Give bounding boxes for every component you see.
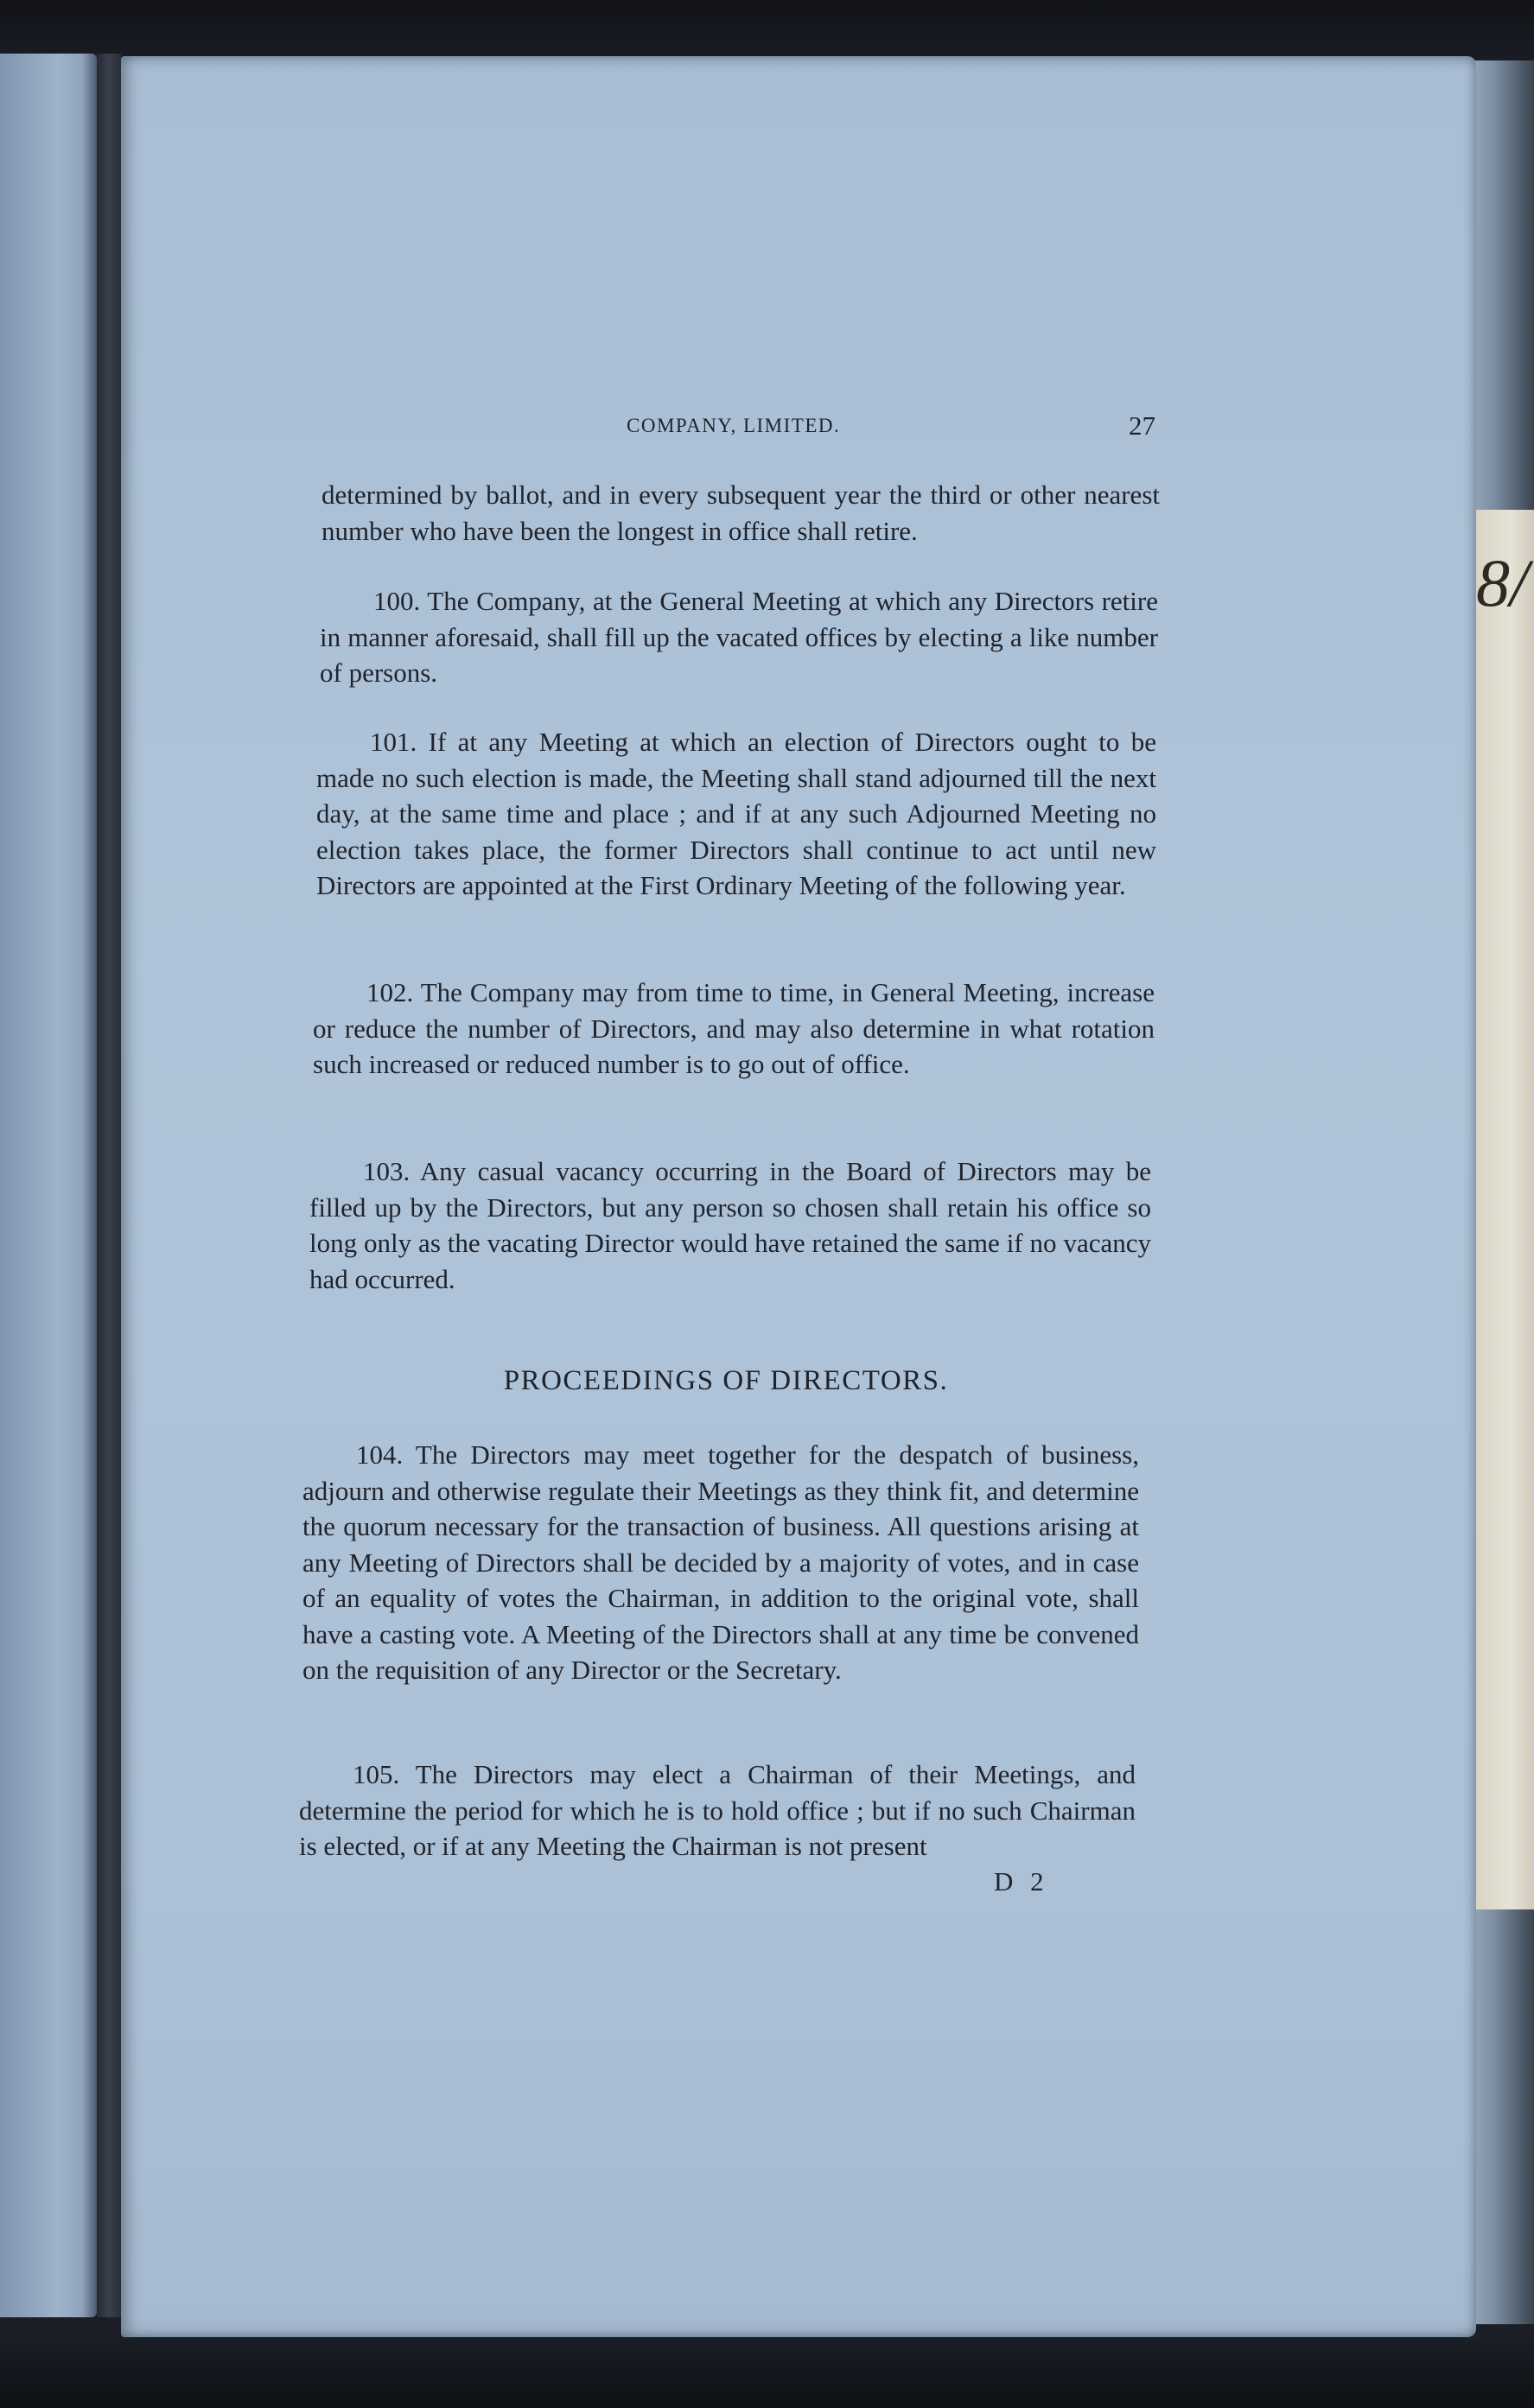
inserted-slip: [1474, 510, 1534, 1909]
paragraph-text: 101. If at any Meeting at which an election of Directors ought to be made no such election is made, the Meeting shall stand adjourned till the next day, at the same time and place ; and if at any such Adjourned Meeting no election takes place, the former Directors shall continue to act until new Directors are appointed at the First Ordinary Meeting of the following year.: [316, 727, 1156, 900]
paragraph-102: [313, 975, 1155, 1083]
book-gutter: [97, 54, 121, 2317]
running-head: COMPANY, LIMITED.: [627, 415, 841, 436]
paragraph-text: 102. The Company may from time to time, in General Meeting, increase or reduce the number of Directors, and may also determine in what rotation such increased or reduced number is to go out of office.: [313, 977, 1155, 1079]
paragraph-text: 100. The Company, at the General Meeting at which any Directors retire in manner aforesaid, shall fill up the vacated offices by electing a like number of persons.: [320, 586, 1158, 688]
paragraph-101: [316, 724, 1156, 904]
paragraph-text: determined by ballot, and in every subsequent year the third or other nearest number who have been the longest in office shall retire.: [321, 480, 1160, 546]
paragraph-text: 104. The Directors may meet together for the despatch of business, adjourn and otherwise regulate their Meetings as they think fit, and determine the quorum necessary for the transaction of business. All questions arising at any Meeting of Directors shall be decided by a majority of votes, and in case of an equality of votes the Chairman, in addition to the original vote, shall have a casting vote. A Meeting of the Directors shall at any time be convened on the requisition of any Director or the Secretary.: [302, 1439, 1139, 1685]
paragraph-105: [299, 1757, 1136, 1865]
paragraph-104: [302, 1437, 1139, 1688]
paragraph-text: 103. Any casual vacancy occurring in the Board of Directors may be filled up by the Directors, but any person so chosen shall retain his office so long only as the vacating Director would have retained the same if no vacancy had occurred.: [309, 1156, 1151, 1294]
paragraph-100: [320, 583, 1158, 691]
paragraph-text: 105. The Directors may elect a Chairman of their Meetings, and determine the period for which he is to hold office ; but if no such Chairman is elected, or if at any Meeting the Chairman is not present: [299, 1759, 1136, 1861]
section-heading: PROCEEDINGS OF DIRECTORS.: [503, 1365, 949, 1396]
paragraph-continued: [321, 477, 1160, 549]
page-number: 27: [1129, 410, 1155, 441]
slip-handwritten-mark: 8/: [1476, 553, 1529, 613]
paragraph-103: [309, 1153, 1151, 1297]
signature-mark: D 2: [994, 1866, 1049, 1897]
left-page-edge: [0, 54, 97, 2317]
